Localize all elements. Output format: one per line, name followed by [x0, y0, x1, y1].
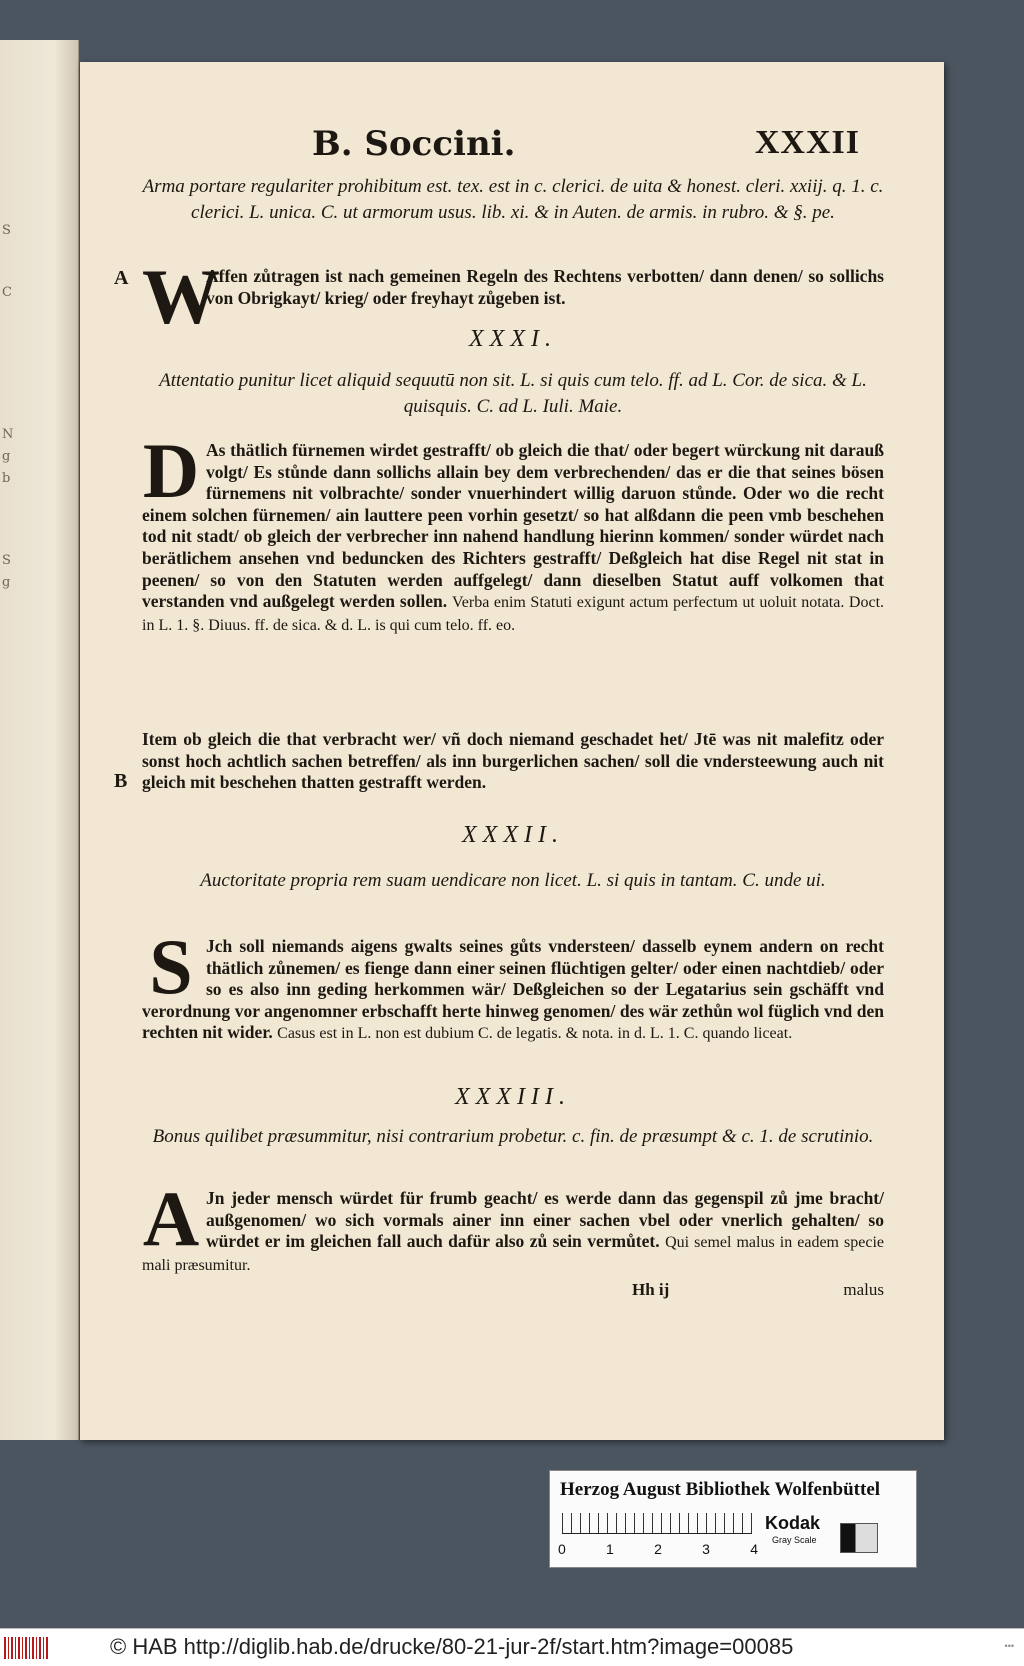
- german-paragraph: [142, 923, 884, 1045]
- drop-capital: A: [142, 1175, 200, 1262]
- latin-rule: Arma portare regulariter prohibitum est. tex. est in c. clerici. de uita & honest. cleri. xxiij. q. 1. c. clerici. L. unica. C. ut armorum usus. lib. xi. & in Auten. de armis. in rubro. & §. pe.: [142, 176, 884, 223]
- margin-mark: g: [2, 449, 11, 464]
- library-name: Herzog August Bibliothek Wolfenbüttel: [560, 1479, 881, 1500]
- gray-scale-label: Gray Scale: [772, 1535, 817, 1545]
- latin-rule: Attentatio punitur licet aliquid sequutū non sit. L. si quis cum telo. ff. ad L. Cor. de sica. & L. quisquis. C. ad L. Iuli. Maie.: [159, 370, 867, 417]
- latin-citation: Casus est in L. non est dubium C. de legatis. & nota. in d. L. 1. C. quando liceat.: [277, 1025, 793, 1043]
- gray-scale-chart: [549, 1470, 917, 1568]
- german-paragraph: [142, 427, 885, 636]
- latin-rule: Bonus quilibet præsummitur, nisi contrarium probetur. c. fin. de præsumpt & c. 1. de scrutinio.: [152, 1126, 874, 1147]
- rule-numeral: XXXII.: [462, 822, 564, 848]
- margin-mark: S: [2, 223, 11, 238]
- catchword: malus: [843, 1280, 884, 1299]
- page-title: B. Soccini.: [312, 124, 516, 164]
- footer-bar: [0, 1628, 1024, 1666]
- rule-numeral: XXXI.: [469, 326, 557, 352]
- latin-citation: Verba enim Statuti exigunt actum perfectum ut uoluit notata. Doct. in L. 1. §. Diuus. ff. de sica. & d. L. is qui cum telo. ff. eo.: [142, 594, 885, 634]
- gray-swatch: [840, 1523, 878, 1553]
- margin-mark: C: [2, 285, 12, 300]
- scale-tick: 2: [654, 1541, 662, 1557]
- german-paragraph: [114, 729, 884, 794]
- scale-tick: 4: [750, 1541, 758, 1557]
- german-text: Jn jeder mensch würdet für frumb geacht/ es werde dann das gegenspil zů jme bracht/ außgenomen/ wo sich vormals ainer inn einer sachen vbel oder vnerlich gehalten/ so würdet er im gleichen fall auch dafür also zů sein vermůtet.: [206, 1188, 884, 1252]
- german-text: As thätlich fürnemen wirdet gestrafft/ ob gleich die that/ oder begert würckung nit darauß volgt/ Es stůnde dann sollichs allain bey dem verbrechenden/ das er die that seines bösen fürnemens nit volbrachte/ sonder vnuerhindert willig daruon stůnde. Oder wo die recht einem solchen fürnemen/ ain lauttere peen vorhin gesetzt/ so hat alßdann die peen vmb beschehen tod nit stadt/ ob gleich der verbrecher inn nahend handlung hierinn kommen/ sonder würdet nach berätlichem ansehen vnd beduncken des Richters gestrafft/ Deßgleich hat dise Regel nit stat in peenen/ so von den Statuten werden auffgelegt/ dann dieselben Statut auff volkomen that verstanden vnd außgelegt werden sollen.: [142, 440, 884, 612]
- drop-capital: D: [142, 427, 200, 514]
- latin-citation: Qui semel malus in eadem specie mali præsumitur.: [142, 1234, 885, 1274]
- german-text: Affen zůtragen ist nach gemeinen Regeln des Rechtens verbotten/ dann denen/ so sollichs von Obrigkayt/ krieg/ oder freyhayt zůgeben ist.: [206, 266, 884, 308]
- kodak-logo: Kodak: [765, 1513, 821, 1533]
- book-page: [80, 62, 944, 1440]
- folio-number: XXXII: [754, 124, 860, 161]
- footer-dots: •••: [1004, 1641, 1014, 1651]
- rule-numeral: XXXIII.: [455, 1084, 571, 1110]
- scale-ruler: [562, 1513, 752, 1534]
- latin-rule: Auctoritate propria rem suam uendicare non licet. L. si quis in tantam. C. unde ui.: [200, 870, 826, 891]
- marginal-letter: B: [114, 770, 128, 792]
- german-text: Item ob gleich die that verbracht wer/ vñ doch niemand geschadet het/ Jtē was nit malefitz oder sonst hoch achtlich sachen betreffen/ als inn burgerlichen sachen/ soll die vndersteewung auch nit gleich mit beschehen thatten gestrafft werden.: [142, 729, 884, 793]
- margin-mark: N: [2, 427, 14, 442]
- german-paragraph: [142, 1175, 885, 1276]
- margin-mark: g: [2, 575, 11, 590]
- left-page-edge: [0, 40, 79, 1440]
- hab-logo-icon: [4, 1637, 48, 1659]
- running-header: [80, 124, 860, 174]
- marginal-letter: A: [114, 267, 129, 289]
- scale-tick: 3: [702, 1541, 710, 1557]
- drop-capital: S: [149, 923, 193, 1010]
- german-text: Jch soll niemands aigens gwalts seines gůts vndersteen/ dasselb eynem andern on recht thätlich zůnemen/ es fienge dann einer seinen flüchtigen gelter/ oder einen nachtdieb/ oder so es also inn geding herkommen wär/ Deßgleichen so der Legatarius sein gschäfft vnd verordnung vor angenomner erbschafft herte hinweg genomen/ des wär zethůn wol füglich vnd den rechten nit wider.: [142, 936, 884, 1043]
- scale-tick: 0: [558, 1541, 566, 1557]
- scale-tick: 1: [606, 1541, 614, 1557]
- margin-mark: S: [2, 553, 11, 568]
- scale-numbers: [558, 1541, 758, 1557]
- footer-credit-link[interactable]: © HAB http://diglib.hab.de/drucke/80-21-jur-2f/start.htm?image=00085: [110, 1634, 794, 1659]
- signature-mark: Hh ij: [632, 1280, 670, 1299]
- margin-mark: b: [2, 471, 11, 486]
- left-margin-marks: [2, 220, 30, 594]
- drop-capital: W: [142, 253, 220, 340]
